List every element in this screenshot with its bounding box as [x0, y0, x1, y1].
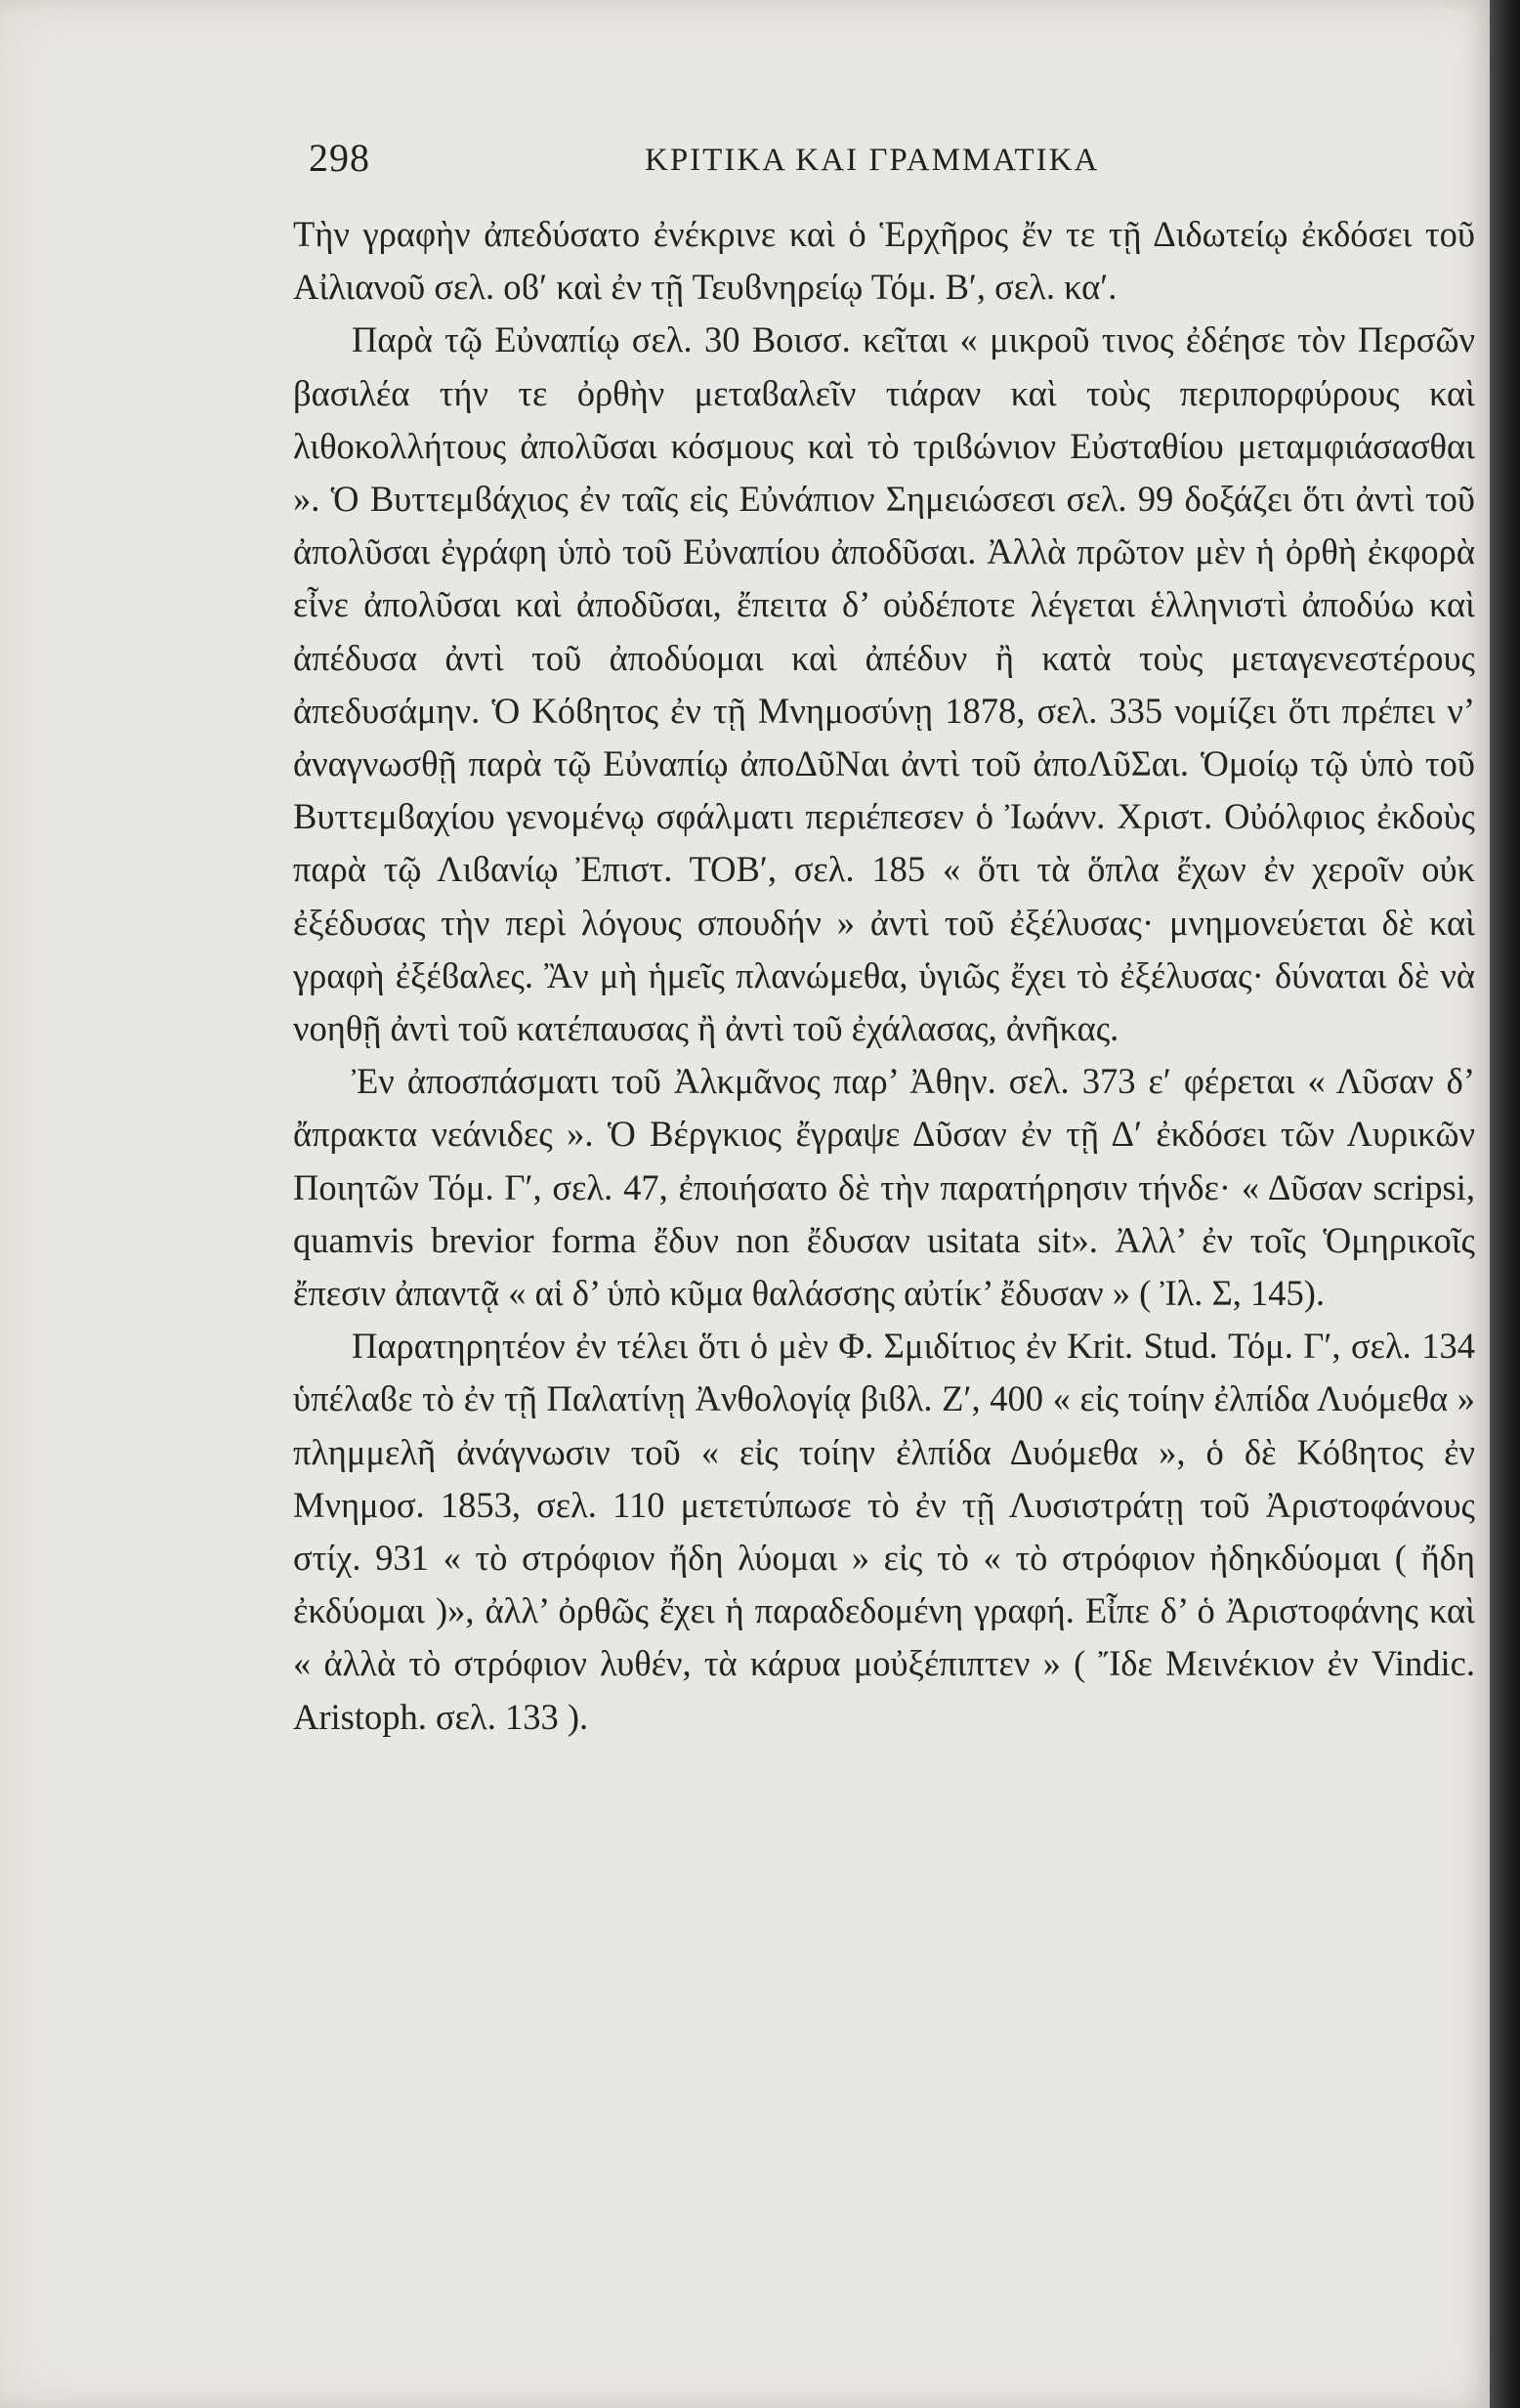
paragraph: Τὴν γραφὴν ἀπεδύσατο ἐνέκρινε καὶ ὁ Ἑρχῆρος ἔν τε τῇ Διδωτείῳ ἐκδόσει τοῦ Αἰλιανοῦ σελ. οϐ′ καὶ ἐν τῇ Τευϐνηρείῳ Τόμ. Β′, σελ. κα′. — [293, 214, 1475, 308]
page-number: 298 — [309, 136, 370, 180]
body-text — [293, 208, 1475, 1744]
book-spine-edge — [1490, 0, 1520, 2408]
paragraph: Ἐν ἀποσπάσματι τοῦ Ἀλκμᾶνος παρ’ Ἀθην. σελ. 373 ε′ φέρεται « Λῦσαν δ’ ἄπρακτα νεάνιδες ». Ὁ Βέργκιος ἔγραψε Δῦσαν ἐν τῇ Δ′ ἐκδόσει τῶν Λυρικῶν Ποιητῶν Τόμ. Γ′, σελ. 47, ἐποιήσατο δὲ τὴν παρατήρησιν τήνδε· « Δῦσαν scripsi, quamvis brevior forma ἔδυν non ἔδυσαν usitata sit». Ἀλλ’ ἐν τοῖς Ὁμηρικοῖς ἔπεσιν ἀπαντᾷ « αἱ δ’ ὑπὸ κῦμα θαλάσσης αὐτίκ’ ἔδυσαν » ( Ἰλ. Σ, 145). — [293, 1061, 1475, 1314]
paragraph: Παρὰ τῷ Εὐναπίῳ σελ. 30 Βοισσ. κεῖται « μικροῦ τινος ἐδέησε τὸν Περσῶν βασιλέα τήν τε ὀρθὴν μεταϐαλεῖν τιάραν καὶ τοὺς περιπορφύρους καὶ λιθοκολλήτους ἀπολῦσαι κόσμους καὶ τὸ τριϐώνιον Εὐσταθίου μεταμφιάσασθαι ». Ὁ Βυττεμϐάχιος ἐν ταῖς εἰς Εὐνάπιον Σημειώσεσι σελ. 99 δοξάζει ὅτι ἀντὶ τοῦ ἀπολῦσαι ἐγράφη ὑπὸ τοῦ Εὐναπίου ἀποδῦσαι. Ἀλλὰ πρῶτον μὲν ἡ ὀρθὴ ἐκφορὰ εἶνε ἀπολῦσαι καὶ ἀποδῦσαι, ἔπειτα δ’ οὐδέποτε λέγεται ἑλληνιστὶ ἀποδύω καὶ ἀπέδυσα ἀντὶ τοῦ ἀποδύομαι καὶ ἀπέδυν ἢ κατὰ τοὺς μεταγενεστέρους ἀπεδυσάμην. Ὁ Κόϐητος ἐν τῇ Μνημοσύνῃ 1878, σελ. 335 νομίζει ὅτι πρέπει ν’ ἀναγνωσθῇ παρὰ τῷ Εὐναπίῳ ἀποΔῦΝαι ἀντὶ τοῦ ἀποΛῦΣαι. Ὁμοίῳ τῷ ὑπὸ τοῦ Βυττεμϐαχίου γενομένῳ σφάλματι περιέπεσεν ὁ Ἰωάνν. Χριστ. Οὐόλφιος ἐκδοὺς παρὰ τῷ Λιϐανίῳ Ἐπιστ. ΤΟΒ′, σελ. 185 « ὅτι τὰ ὅπλα ἔχων ἐν χεροῖν οὐκ ἐξέδυσας τὴν περὶ λόγους σπουδήν » ἀντὶ τοῦ ἐξέλυσας· μνημονεύεται δὲ καὶ γραφὴ ἐξέϐαλες. Ἂν μὴ ἡμεῖς πλανώμεθα, ὑγιῶς ἔχει τὸ ἐξέλυσας· δύναται δὲ νὰ νοηθῇ ἀντὶ τοῦ κατέπαυσας ἢ ἀντὶ τοῦ ἐχάλασας, ἀνῆκας. — [293, 319, 1475, 1049]
paragraph: Παρατηρητέον ἐν τέλει ὅτι ὁ μὲν Φ. Σμιδίτιος ἐν Krit. Stud. Τόμ. Γ′, σελ. 134 ὑπέλαϐε τὸ ἐν τῇ Παλατίνῃ Ἀνθολογίᾳ βιϐλ. Ζ′, 400 « εἰς τοίην ἐλπίδα Λυόμεθα » πλημμελῆ ἀνάγνωσιν τοῦ « εἰς τοίην ἐλπίδα Δυόμεθα », ὁ δὲ Κόϐητος ἐν Μνημοσ. 1853, σελ. 110 μετετύπωσε τὸ ἐν τῇ Λυσιστράτῃ τοῦ Ἀριστοφάνους στίχ. 931 « τὸ στρόφιον ἤδη λύομαι » εἰς τὸ « τὸ στρόφιον ἠδηκδύομαι ( ἤδη ἐκδύομαι )», ἀλλ’ ὀρθῶς ἔχει ἡ παραδεδομένη γραφή. Εἶπε δ’ ὁ Ἀριστοφάνης καὶ « ἀλλὰ τὸ στρόφιον λυθέν, τὰ κάρυα μοὐξέπιπτεν » ( Ἴδε Μεινέκιον ἐν Vindic. Aristoph. σελ. 133 ). — [293, 1326, 1475, 1737]
running-head: ΚΡΙΤΙΚΑ ΚΑΙ ΓΡΑΜΜΑΤΙΚΑ — [645, 143, 1100, 178]
page-header — [293, 135, 1172, 193]
